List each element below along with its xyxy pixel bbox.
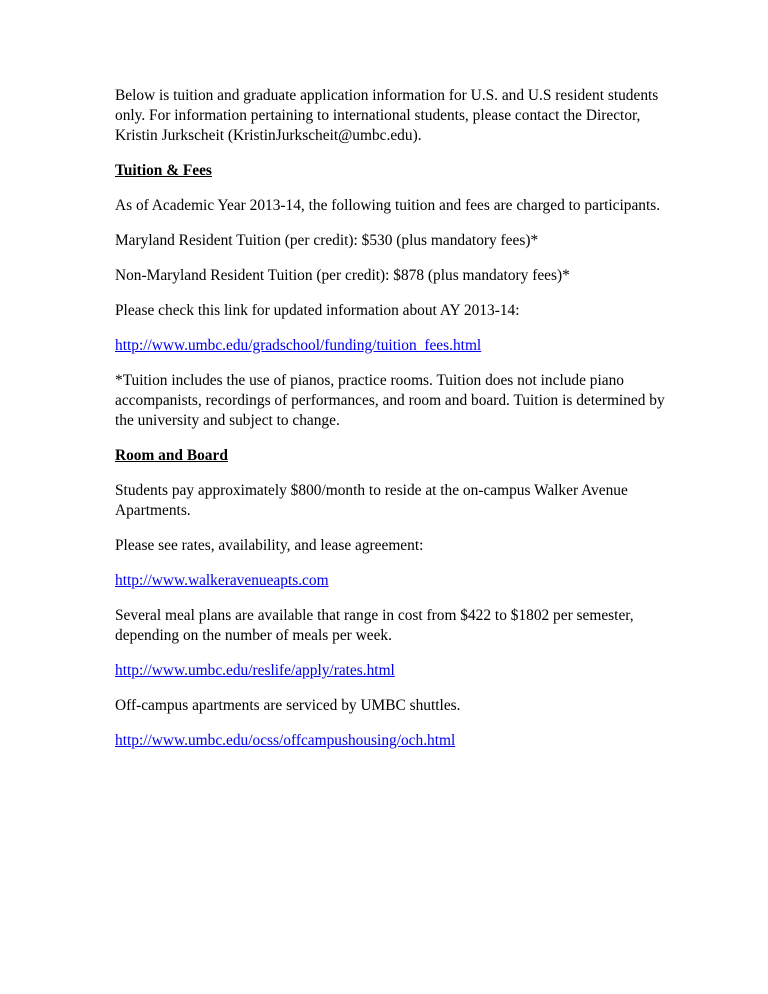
intro-line-3: Kristin Jurkscheit (KristinJurkscheit@umbc.edu). <box>115 127 422 144</box>
offcampus-link-paragraph <box>115 731 675 751</box>
apartments-line-1: Students pay approximately $800/month to reside at the on-campus Walker Avenue <box>115 482 628 499</box>
intro-paragraph <box>115 86 675 146</box>
tuition-note-line-2: accompanists, recordings of performances, and room and board. Tuition is determined by <box>115 392 665 409</box>
tuition-note <box>115 371 675 431</box>
tuition-link-paragraph <box>115 336 675 356</box>
offcampus-text: Off-campus apartments are serviced by UMBC shuttles. <box>115 697 461 714</box>
intro-line-1: Below is tuition and graduate application information for U.S. and U.S resident students <box>115 87 659 104</box>
meal-plans-paragraph <box>115 606 675 646</box>
apartments-line-2: Apartments. <box>115 502 191 519</box>
room-board-heading: Room and Board <box>115 447 228 464</box>
intro-line-2: only. For information pertaining to international students, please contact the Director, <box>115 107 641 124</box>
offcampus-housing-link[interactable]: http://www.umbc.edu/ocss/offcampushousing/och.html <box>115 732 456 749</box>
see-rates-text: Please see rates, availability, and lease agreement: <box>115 537 424 554</box>
meal-rates-link[interactable]: http://www.umbc.edu/reslife/apply/rates.html <box>115 662 395 679</box>
tuition-note-line-1: *Tuition includes the use of pianos, practice rooms. Tuition does not include piano <box>115 372 624 389</box>
check-link-text: Please check this link for updated information about AY 2013-14: <box>115 302 520 319</box>
tuition-note-line-3: the university and subject to change. <box>115 412 340 429</box>
meal-link-paragraph <box>115 661 675 681</box>
walker-link-paragraph <box>115 571 675 591</box>
tuition-heading: Tuition & Fees <box>115 162 212 179</box>
non-maryland-resident-tuition: Non-Maryland Resident Tuition (per credit): $878 (plus mandatory fees)* <box>115 267 570 284</box>
apartments-paragraph <box>115 481 675 521</box>
tuition-as-of: As of Academic Year 2013-14, the following tuition and fees are charged to participants. <box>115 197 661 214</box>
document-page <box>115 86 675 766</box>
walker-avenue-link[interactable]: http://www.walkeravenueapts.com <box>115 572 329 589</box>
tuition-fees-link[interactable]: http://www.umbc.edu/gradschool/funding/tuition_fees.html <box>115 337 482 354</box>
meal-plans-line-2: depending on the number of meals per week. <box>115 627 392 644</box>
meal-plans-line-1: Several meal plans are available that range in cost from $422 to $1802 per semester, <box>115 607 634 624</box>
maryland-resident-tuition: Maryland Resident Tuition (per credit): $530 (plus mandatory fees)* <box>115 232 539 249</box>
